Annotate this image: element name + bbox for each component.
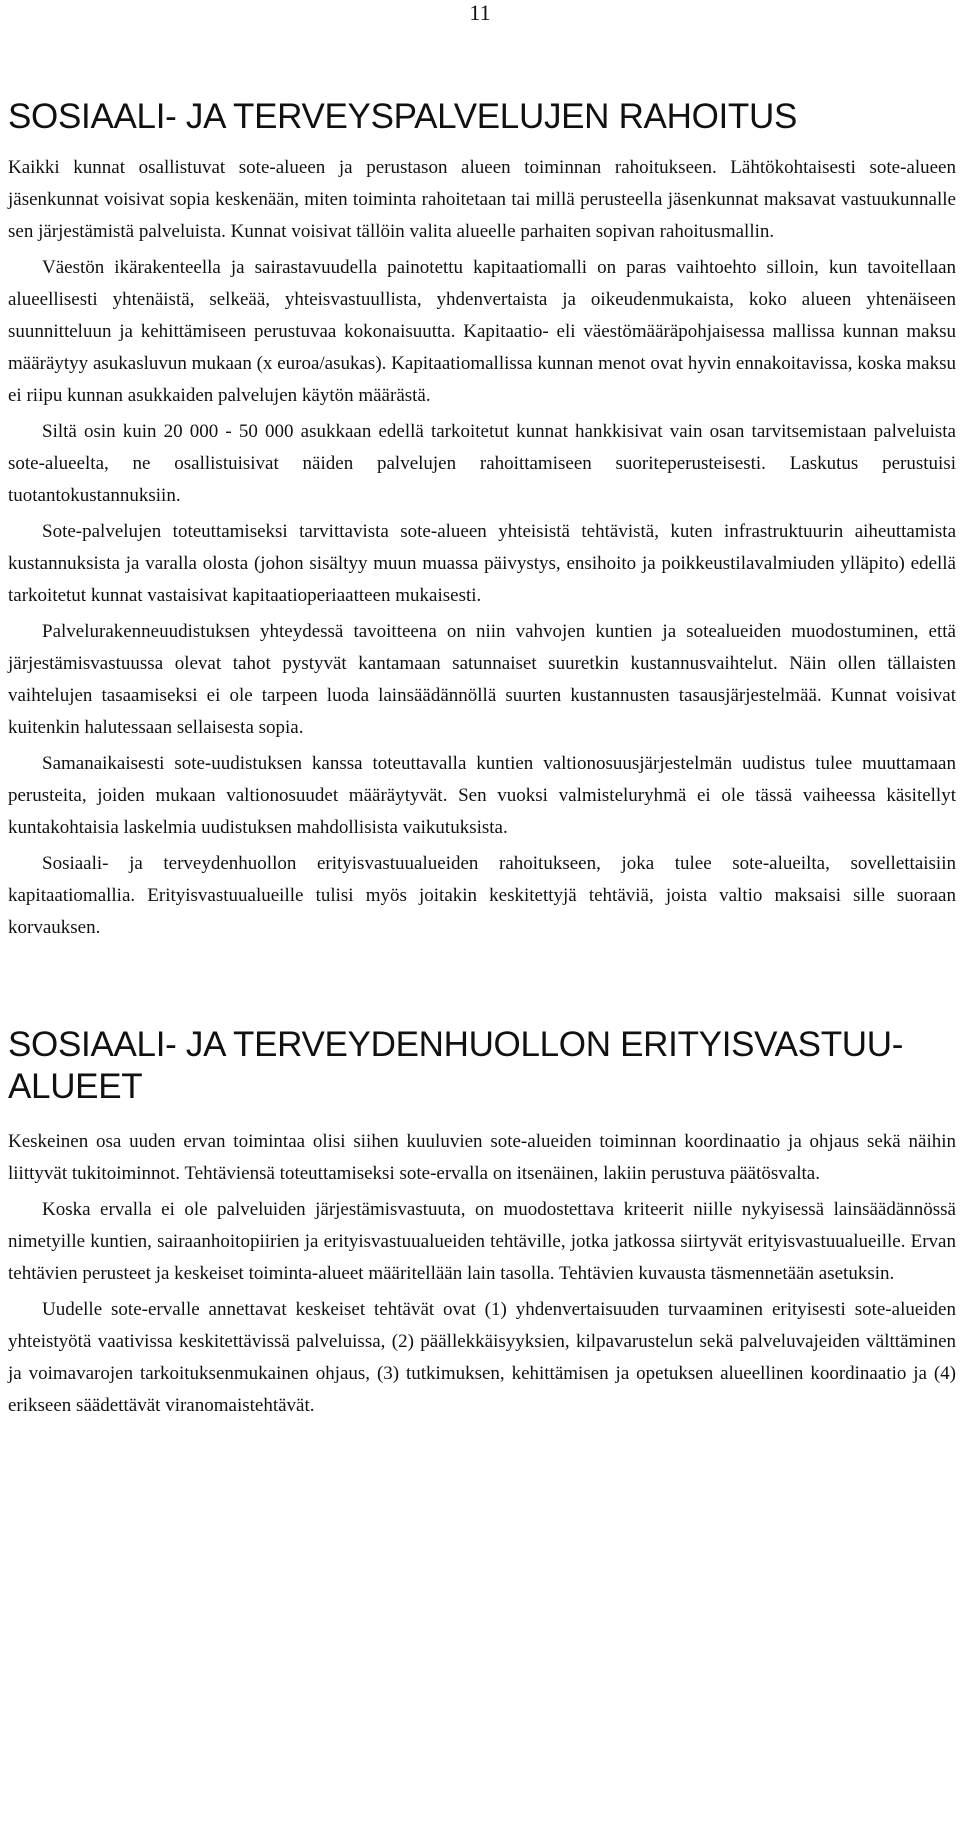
section-special-responsibility-areas: [8, 1024, 956, 1422]
paragraph: Palvelurakenneuudistuksen yhteydessä tavoitteena on niin vahvojen kuntien ja sotealueiden muodostuminen, että järjestämisvastuussa olevat tahot pystyvät kantamaan satunnaiset suuretkin kustannusvaihtelut. Näin ollen tällaisten vaihtelujen tasaamiseksi ei ole tarpeen luoda lainsäädännöllä suurten kustannusten tasausjärjestelmää. Kunnat voisivat kuitenkin halutessaan sellaisesta sopia.: [8, 621, 956, 738]
document-body: [8, 96, 956, 1426]
paragraph: Väestön ikärakenteella ja sairastavuudella painotettu kapitaatiomalli on paras vaihtoehto silloin, kun tavoitellaan alueellisesti yhtenäistä, selkeää, yhteisvastuullista, yhdenvertaista ja oikeudenmukaista, koko alueen yhtenäiseen suunnitteluun ja kehittämiseen perustuvaa kokonaisuutta. Kapitaatio- eli väestömääräpohjaisessa mallissa kunnan maksu määräytyy asukasluvun mukaan (x euroa/asukas). Kapitaatiomallissa kunnan menot ovat hyvin ennakoitavissa, koska maksu ei riipu kunnan asukkaiden palvelujen käytön määrästä.: [8, 257, 956, 406]
page-number: 11: [469, 0, 491, 25]
paragraph: Keskeinen osa uuden ervan toimintaa olisi siihen kuuluvien sote-alueiden toiminnan koordinaatio ja ohjaus sekä näihin liittyvät tukitoiminnot. Tehtäviensä toteuttamiseksi sote-ervalla on itsenäinen, lakiin perustuva päätösvalta.: [8, 1131, 956, 1184]
section-heading: SOSIAALI- JA TERVEYSPALVELUJEN RAHOITUS: [8, 97, 798, 136]
paragraph: Koska ervalla ei ole palveluiden järjestämisvastuuta, on muodostettava kriteerit niille nykyisessä lainsäädännössä nimetyille kuntien, sairaanhoitopiirien ja erityisvastuualueiden tehtäville, jotka jatkossa siirtyvät erityisvastuualueille. Ervan tehtävien perusteet ja keskeiset toiminta-alueet määritellään lain tasolla. Tehtävien kuvausta täsmennetään asetuksin.: [8, 1199, 956, 1284]
paragraph: Samanaikaisesti sote-uudistuksen kanssa toteuttavalla kuntien valtionosuusjärjestelmän uudistus tulee muuttamaan perusteita, joiden mukaan valtionosuudet määräytyvät. Sen vuoksi valmisteluryhmä ei ole tässä vaiheessa käsitellyt kuntakohtaisia laskelmia uudistuksen mahdollisista vaikutuksista.: [8, 753, 956, 838]
paragraph: Uudelle sote-ervalle annettavat keskeiset tehtävät ovat (1) yhdenvertaisuuden turvaaminen erityisesti sote-alueiden yhteistyötä vaativissa keskitettävissä palveluissa, (2) päällekkäisyyksien, kilpavarustelun sekä palveluvajeiden välttäminen ja voimavarojen tarkoituksenmukainen ohjaus, (3) tutkimuksen, kehittämisen ja opetuksen alueellinen koordinaatio ja (4) erikseen säädettävät viranomaistehtävät.: [8, 1299, 956, 1416]
section-heading: SOSIAALI- JA TERVEYDENHUOLLON ERITYISVASTUUALUEET: [8, 1025, 904, 1106]
paragraph: Siltä osin kuin 20 000 - 50 000 asukkaan edellä tarkoitetut kunnat hankkisivat vain osan tarvitsemistaan palveluista sote-alueelta, ne osallistuisivat näiden palvelujen rahoittamiseen suoriteperusteisesti. Laskutus perustuisi tuotantokustannuksiin.: [8, 421, 956, 506]
paragraph: Sosiaali- ja terveydenhuollon erityisvastuualueiden rahoitukseen, joka tulee sote-alueilta, sovellettaisiin kapitaatiomallia. Erityisvastuualueille tulisi myös joitakin keskitettyjä tehtäviä, joista valtio maksaisi sille suoraan korvauksen.: [8, 853, 956, 938]
paragraph: Kaikki kunnat osallistuvat sote-alueen ja perustason alueen toiminnan rahoitukseen. Lähtökohtaisesti sote-alueen jäsenkunnat voisivat sopia keskenään, miten toiminta rahoitetaan tai millä perusteella jäsenkunnat maksavat vastuukunnalle sen järjestämistä palveluista. Kunnat voisivat tällöin valita alueelle parhaiten sopivan rahoitusmallin.: [8, 157, 956, 242]
section-funding: [8, 96, 956, 944]
paragraph: Sote-palvelujen toteuttamiseksi tarvittavista sote-alueen yhteisistä tehtävistä, kuten infrastruktuurin aiheuttamista kustannuksista ja varalla olosta (johon sisältyy muun muassa päivystys, ensihoito ja poikkeustilavalmiuden ylläpito) edellä tarkoitetut kunnat vastaisivat kapitaatioperiaatteen mukaisesti.: [8, 521, 956, 606]
